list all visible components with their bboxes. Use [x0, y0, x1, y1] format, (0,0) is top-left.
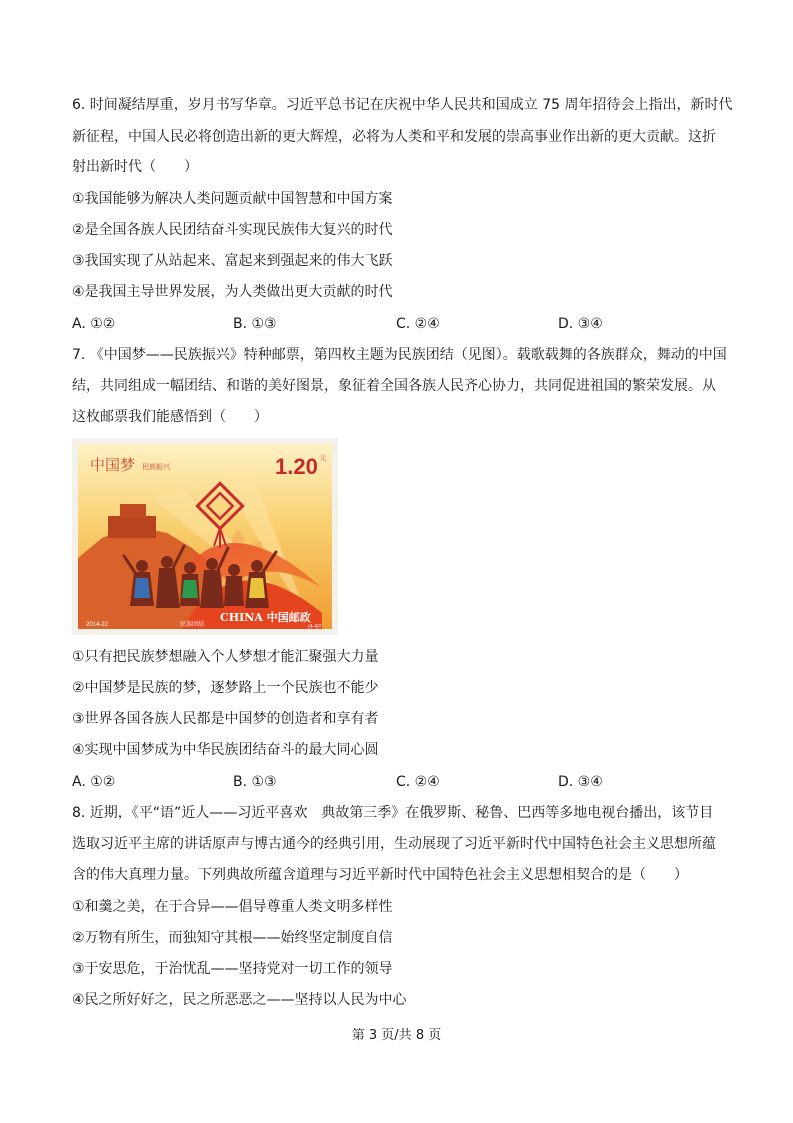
q8-statement-3: ③于安思危，于治忧乱——坚持党对一切工作的领导: [72, 961, 393, 977]
q7-option-b[interactable]: B. ①③: [233, 774, 277, 790]
q7-statement-4: ④实现中国梦成为中华民族团结奋斗的最大同心圆: [72, 742, 379, 758]
q7-option-c[interactable]: C. ②④: [396, 774, 440, 790]
q6-option-c[interactable]: C. ②④: [396, 316, 440, 332]
q7-option-a[interactable]: A. ①②: [72, 774, 116, 790]
stamp-title: 中国梦: [90, 456, 136, 474]
q6-stem-line-2: 新征程，中国人民必将创造出新的更大辉煌，必将为人类和平和发展的崇高事业作出新的更大贡献。这折: [72, 129, 716, 145]
q6-statement-4: ④是我国主导世界发展，为人类做出更大贡献的时代: [72, 284, 393, 300]
q8-stem-line-1: 8. 近期，《平“语”近人——习近平喜欢 典故第三季》在俄罗斯、秘鲁、巴西等多地电视台播出，该节目: [72, 805, 714, 821]
q6-option-b[interactable]: B. ①③: [233, 316, 277, 332]
stamp-value-unit: 元: [320, 455, 327, 462]
q6-option-a[interactable]: A. ①②: [72, 316, 116, 332]
stamp-subtitle: 民族振兴: [142, 463, 170, 471]
q6-stem-line-3: 射出新时代（ ）: [72, 159, 198, 175]
q7-stem-line-2: 结，共同组成一幅团结、和谐的美好图景，象征着全国各族人民齐心协力，共同促进祖国的繁荣发展。从: [72, 378, 716, 394]
q7-stem-line-1: 7. 《中国梦——民族振兴》特种邮票，第四枚主题为民族团结（见图）。载歌载舞的各族群众，舞动的中国: [72, 347, 727, 363]
q8-statement-2: ②万物有所生，而独知守其根——始终坚定制度自信: [72, 930, 393, 946]
stamp-value: 1.20: [275, 454, 318, 479]
q8-stem-line-2: 选取习近平主席的讲话原声与博古通今的经典引用，生动展现了习近平新时代中国特色社会主义思想所蕴: [72, 836, 716, 852]
q7-statement-1: ①只有把民族梦想融入个人梦想才能汇聚强大力量: [72, 649, 379, 665]
q6-option-d[interactable]: D. ③④: [558, 316, 603, 332]
q6-statement-1: ①我国能够为解决人类问题贡献中国智慧和中国方案: [72, 191, 393, 207]
q7-stem-line-3: 这枚邮票我们能感悟到（ ）: [72, 409, 268, 425]
q8-stem-line-3: 含的伟大真理力量。下列典故所蕴含道理与习近平新时代中国特色社会主义思想相契合的是（ ）: [72, 867, 688, 883]
stamp-image: [72, 438, 338, 635]
q8-statement-1: ①和羹之美，在于合异——倡导尊重人类文明多样性: [72, 899, 393, 915]
stamp-serial: (4-4)T: [308, 624, 322, 630]
stamp-code: 2014-22: [86, 622, 109, 628]
q6-statement-3: ③我国实现了从站起来、富起来到强起来的伟大飞跃: [72, 253, 393, 269]
q7-option-d[interactable]: D. ③④: [558, 774, 603, 790]
page-footer: 第 3 页/共 8 页: [351, 1028, 442, 1043]
q8-statement-4: ④民之所好好之，民之所恶恶之——坚持以人民为中心: [72, 992, 407, 1008]
q6-stem-line-1: 6. 时间凝结厚重，岁月书写华章。习近平总书记在庆祝中华人民共和国成立 75 周年招待会上指出，新时代: [72, 97, 733, 113]
q6-statement-2: ②是全国各族人民团结奋斗实现民族伟大复兴的时代: [72, 222, 393, 238]
stamp-postal-label: CHINA 中国邮政: [220, 611, 311, 624]
q7-statement-3: ③世界各国各族人民都是中国梦的创造者和享有者: [72, 711, 379, 727]
q7-statement-2: ②中国梦是民族的梦，逐梦路上一个民族也不能少: [72, 680, 379, 696]
stamp-caption: 民族团结: [180, 621, 205, 628]
